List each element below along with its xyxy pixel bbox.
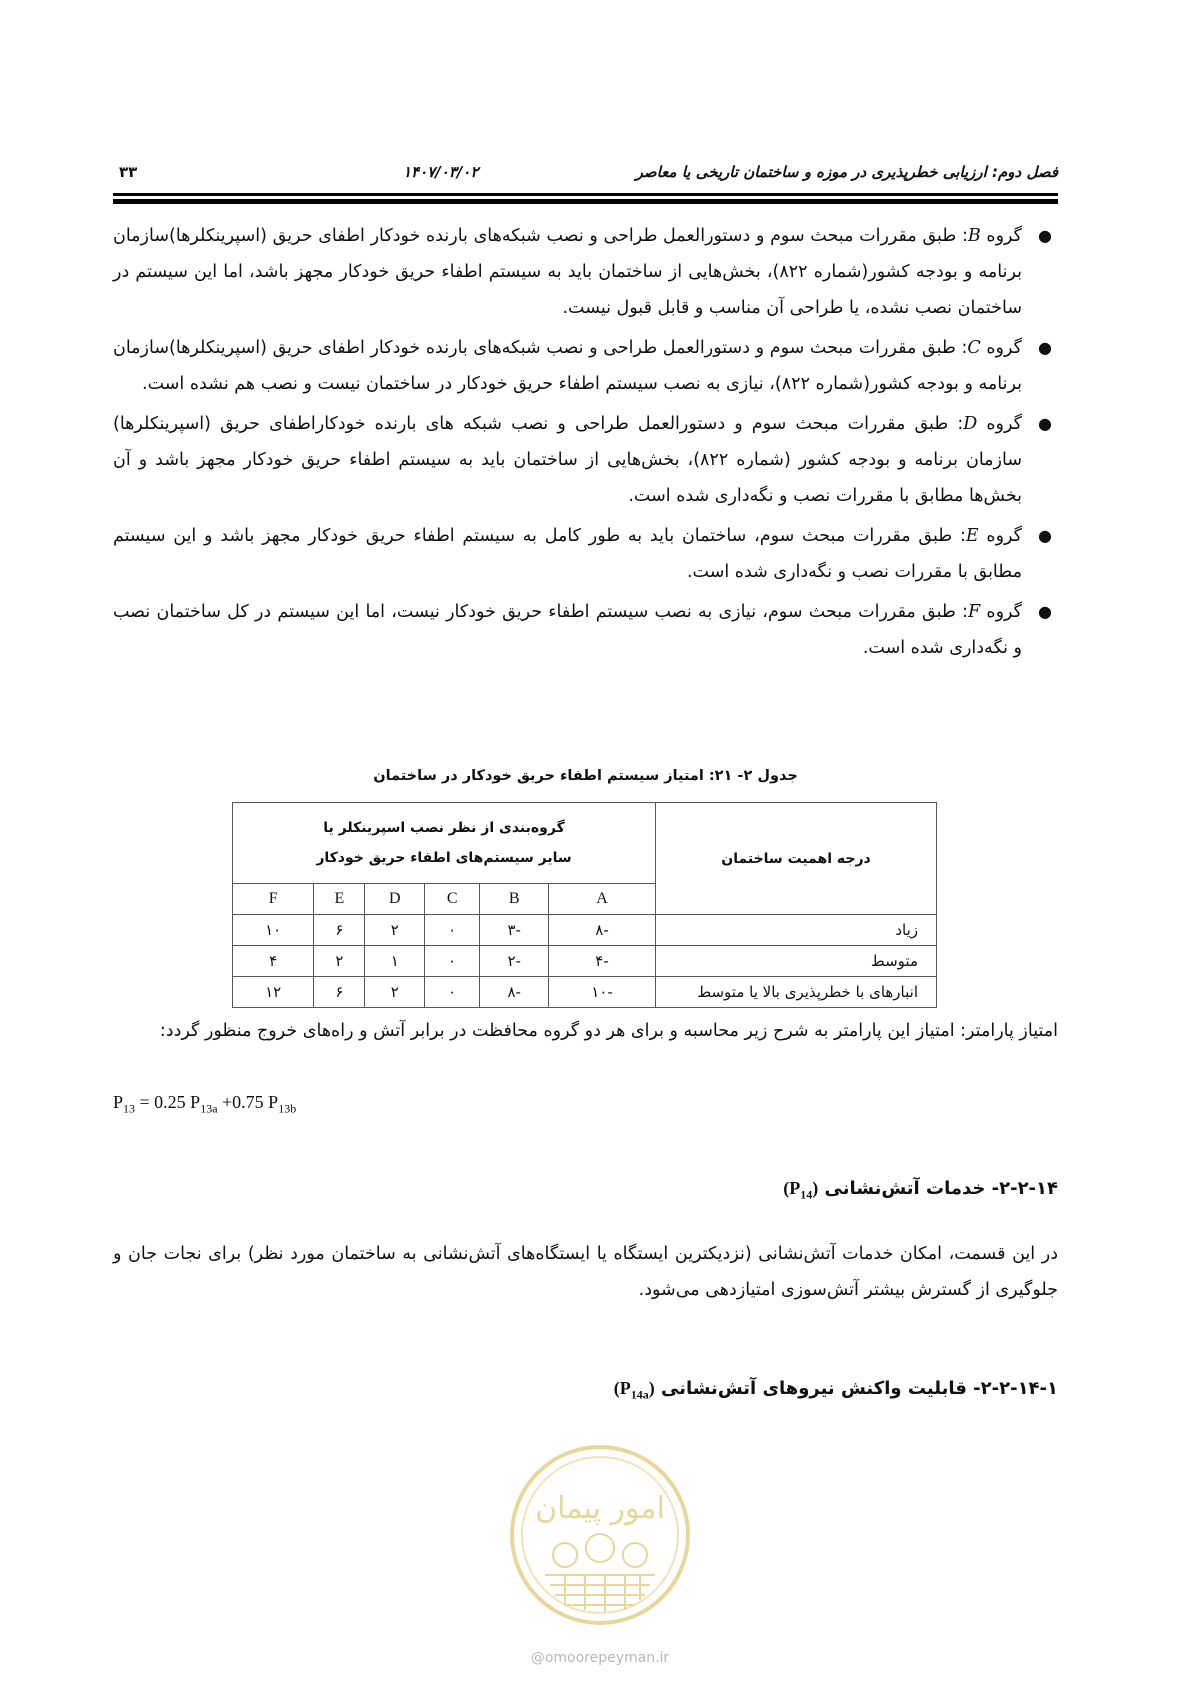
table-cell: ۰ xyxy=(425,977,480,1008)
section-heading-fire-services xyxy=(113,1178,1058,1203)
section-title: خدمات آتش‌نشانی xyxy=(818,1178,986,1199)
column-header: C xyxy=(425,884,480,915)
bullet-group-b xyxy=(113,218,1058,326)
fire-services-paragraph: در این قسمت، امکان خدمات آتش‌نشانی (نزدیکترین ایستگاه یا ایستگاه‌های آتش‌نشانی به ساختمان مورد نظر) برای نجات جان و جلوگیری از گسترش بیشتر آتش‌سوزی امتیازدهی می‌شود. xyxy=(113,1244,1058,1300)
column-header: B xyxy=(480,884,549,915)
table-cell: ۲ xyxy=(365,977,425,1008)
group-letter: C xyxy=(967,338,981,358)
watermark-logo-text: امور پیمان xyxy=(535,1491,665,1526)
section-code-letter: P xyxy=(619,1378,631,1398)
table-cell: -۲ xyxy=(480,946,549,977)
section-title: قابلیت واکنش نیروهای آتش‌نشانی xyxy=(654,1378,967,1399)
group-letter: F xyxy=(968,602,981,622)
parameter-score-paragraph: امتیاز پارامتر: امتیاز این پارامتر به شرح زیر محاسبه و برای هر دو گروه محافظت در برابر آتش و راه‌های خروج منظور گردد: xyxy=(159,1021,1058,1041)
column-header: A xyxy=(549,884,656,915)
page-header xyxy=(113,160,1058,186)
table-cell: ۱۰ xyxy=(233,915,314,946)
bullet-text: : طبق مقررات مبحث سوم، ساختمان باید به طور کامل به سیستم اطفاء حریق خودکار مجهز باشد و این سیستم مطابق با مقررات نصب و نگه‌داری شده است. xyxy=(113,526,1022,582)
score-formula xyxy=(113,1092,296,1117)
table-cell: ۰ xyxy=(425,946,480,977)
header-importance: درجه اهمیت ساختمان xyxy=(656,803,937,915)
bullet-icon: ● xyxy=(1038,526,1052,545)
bullet-group-f xyxy=(113,594,1058,666)
page-number: ۳۳ xyxy=(119,163,138,181)
table-row xyxy=(233,915,937,946)
section-code: $(P_{14a})$ xyxy=(613,1378,655,1402)
bullet-icon: ● xyxy=(1038,338,1052,357)
column-header: E xyxy=(314,884,365,915)
table-cell: ۴ xyxy=(233,946,314,977)
bullet-group-d xyxy=(113,406,1058,514)
section-code-letter: P xyxy=(789,1178,801,1198)
bullet-prefix: گروه xyxy=(980,338,1022,358)
header-date: ۱۴۰۷/۰۳/۰۲ xyxy=(403,163,479,181)
table-cell: -۸ xyxy=(549,915,656,946)
table-cell: ۶ xyxy=(314,915,365,946)
watermark-logo-icon xyxy=(505,1440,695,1630)
header-grouping-line2: سایر سیستم‌های اطفاء حریق خودکار xyxy=(316,850,572,866)
section-code-subscript: 14 xyxy=(800,1187,813,1202)
bullet-group-c xyxy=(113,330,1058,402)
bullet-icon: ● xyxy=(1038,602,1052,621)
chapter-title: فصل دوم: ارزیابی خطرپذیری در موزه و ساختمان تاریخی یا معاصر xyxy=(635,163,1058,181)
table-cell: -۳ xyxy=(480,915,549,946)
bullet-text: : طبق مقررات مبحث سوم، نیازی به نصب سیستم اطفاء حریق خودکار نیست، اما این سیستم در کل ساختمان نصب و نگه‌داری شده است. xyxy=(113,602,1022,658)
table-cell: ۱۲ xyxy=(233,977,314,1008)
formula-term: P xyxy=(113,1092,124,1112)
bullet-text: : طبق مقررات مبحث سوم و دستورالعمل طراحی و نصب شبکه‌های بارنده خودکار اطفای حریق (اسپرینکلرها)سازمان برنامه و بودجه کشور(شماره ۸۲۲)، بخش‌هایی از ساختمان باید به سیستم اطفاء حریق خودکار مجهز باشد، اما این سیستم در ساختمان نصب نشده، یا طراحی آن مناسب و قابل قبول نیست. xyxy=(113,226,1022,318)
bullet-text: : طبق مقررات مبحث سوم و دستورالعمل طراحی و نصب شبکه های بارنده خودکاراطفای حریق (اسپرینکلرها) سازمان برنامه و بودجه کشور (شماره ۸۲۲)، بخش‌هایی از ساختمان باید به سیستم اطفاء حریق خودکار مجهز باشد و آن بخش‌ها مطابق با مقررات نصب و نگه‌داری شده است. xyxy=(113,414,1022,506)
bullet-icon: ● xyxy=(1038,414,1052,433)
row-label: زیاد xyxy=(656,915,937,946)
watermark-url: @omoorepeyman.ir xyxy=(530,1650,670,1666)
formula-subscript: 13b xyxy=(278,1101,297,1116)
header-rule-thick xyxy=(113,199,1058,204)
formula-subscript: 13a xyxy=(200,1101,218,1116)
group-letter: E xyxy=(965,526,979,546)
section-heading-response-capability xyxy=(113,1378,1058,1403)
section-code-subscript: 14a xyxy=(630,1387,649,1402)
table-cell: -۸ xyxy=(480,977,549,1008)
row-label: انبارهای با خطرپذیری بالا یا متوسط xyxy=(656,977,937,1008)
formula-subscript: 13 xyxy=(123,1101,136,1116)
row-label: متوسط xyxy=(656,946,937,977)
section-number: ۲-۲-۱۴-۱- xyxy=(966,1378,1058,1399)
table-header-row xyxy=(233,803,937,884)
header-grouping xyxy=(233,803,656,884)
formula-term: = 0.25 P xyxy=(135,1092,201,1112)
formula-term: +0.75 P xyxy=(217,1092,279,1112)
bullet-prefix: گروه xyxy=(977,414,1022,434)
bullet-prefix: گروه xyxy=(980,226,1023,246)
bullet-text: : طبق مقررات مبحث سوم و دستورالعمل طراحی و نصب شبکه‌های بارنده خودکار اطفای حریق (اسپرینکلرها)سازمان برنامه و بودجه کشور(شماره ۸۲۲)، نیازی به نصب سیستم اطفاء حریق خودکار در ساختمان نیست و نصب هم نشده است. xyxy=(113,338,1022,394)
table-cell: ۲ xyxy=(365,915,425,946)
header-grouping-line1: گروه‌بندی از نظر نصب اسپرینکلر یا xyxy=(323,820,565,836)
bullet-prefix: گروه xyxy=(978,526,1023,546)
sprinkler-score-table xyxy=(232,802,937,1008)
table-cell: ۰ xyxy=(425,915,480,946)
column-header: D xyxy=(365,884,425,915)
table-row xyxy=(233,977,937,1008)
table-row xyxy=(233,946,937,977)
table-cell: ۱ xyxy=(365,946,425,977)
table-cell: -۱۰ xyxy=(549,977,656,1008)
column-header: F xyxy=(233,884,314,915)
section-code: $(P_{14})$ xyxy=(783,1178,819,1202)
table-cell: -۴ xyxy=(549,946,656,977)
group-letter: D xyxy=(963,414,978,434)
table-cell: ۶ xyxy=(314,977,365,1008)
table-cell: ۲ xyxy=(314,946,365,977)
group-bullet-list xyxy=(113,218,1058,670)
bullet-icon: ● xyxy=(1038,226,1052,245)
section-number: ۲-۲-۱۴- xyxy=(985,1178,1058,1199)
bullet-prefix: گروه xyxy=(980,602,1023,622)
bullet-group-e xyxy=(113,518,1058,590)
group-letter: B xyxy=(967,226,981,246)
table-caption: جدول ۲- ۲۱: امتیاز سیستم اطفاء حریق خودکار در ساختمان xyxy=(373,768,798,784)
header-rule-thin xyxy=(113,193,1058,196)
